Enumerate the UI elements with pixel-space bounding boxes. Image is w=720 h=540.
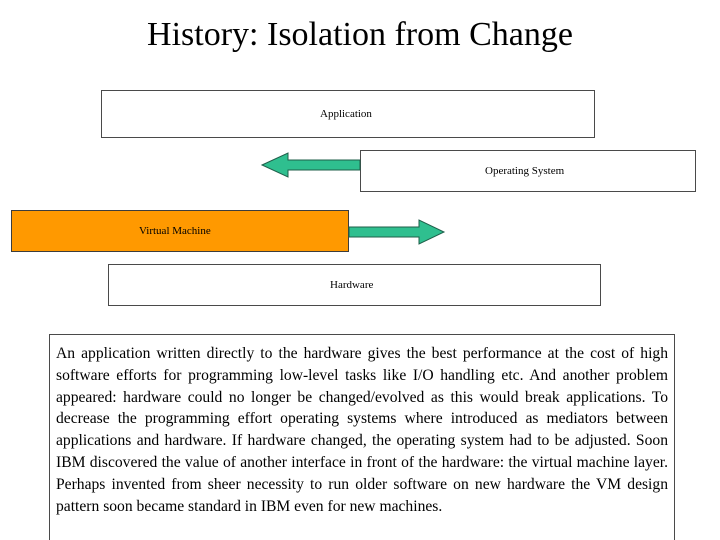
virtual-machine-layer-label: Virtual Machine	[139, 225, 211, 237]
application-layer-box	[101, 90, 595, 138]
arrow-right-shape	[349, 220, 444, 244]
hardware-layer-box	[108, 264, 601, 306]
slide-title: History: Isolation from Change	[147, 16, 573, 53]
arrow-left-shape	[262, 153, 360, 177]
arrow-right-icon	[349, 219, 445, 245]
operating-system-layer-label: Operating System	[485, 165, 565, 177]
hardware-layer-label: Hardware	[330, 279, 374, 291]
operating-system-layer-box	[360, 150, 696, 192]
application-layer-label: Application	[320, 108, 372, 120]
arrow-left-icon	[262, 152, 362, 178]
description-text: An application written directly to the hardware gives the best performance at the cost of high software efforts for programming low-level tasks like I/O handling etc. And another problem appeared: hardware could no longer be changed/evolved as this would break applications. To decrease the programming effort operating systems where introduced as mediators between applications and hardware. If hardware changed, the operating system had to be adjusted. Soon IBM discovered the value of another interface in front of the hardware: the virtual machine layer. Perhaps invented from sheer necessity to run older software on new hardware the VM design pattern soon became standard in IBM even for new machines.	[49, 334, 675, 540]
virtual-machine-layer-box	[11, 210, 349, 252]
